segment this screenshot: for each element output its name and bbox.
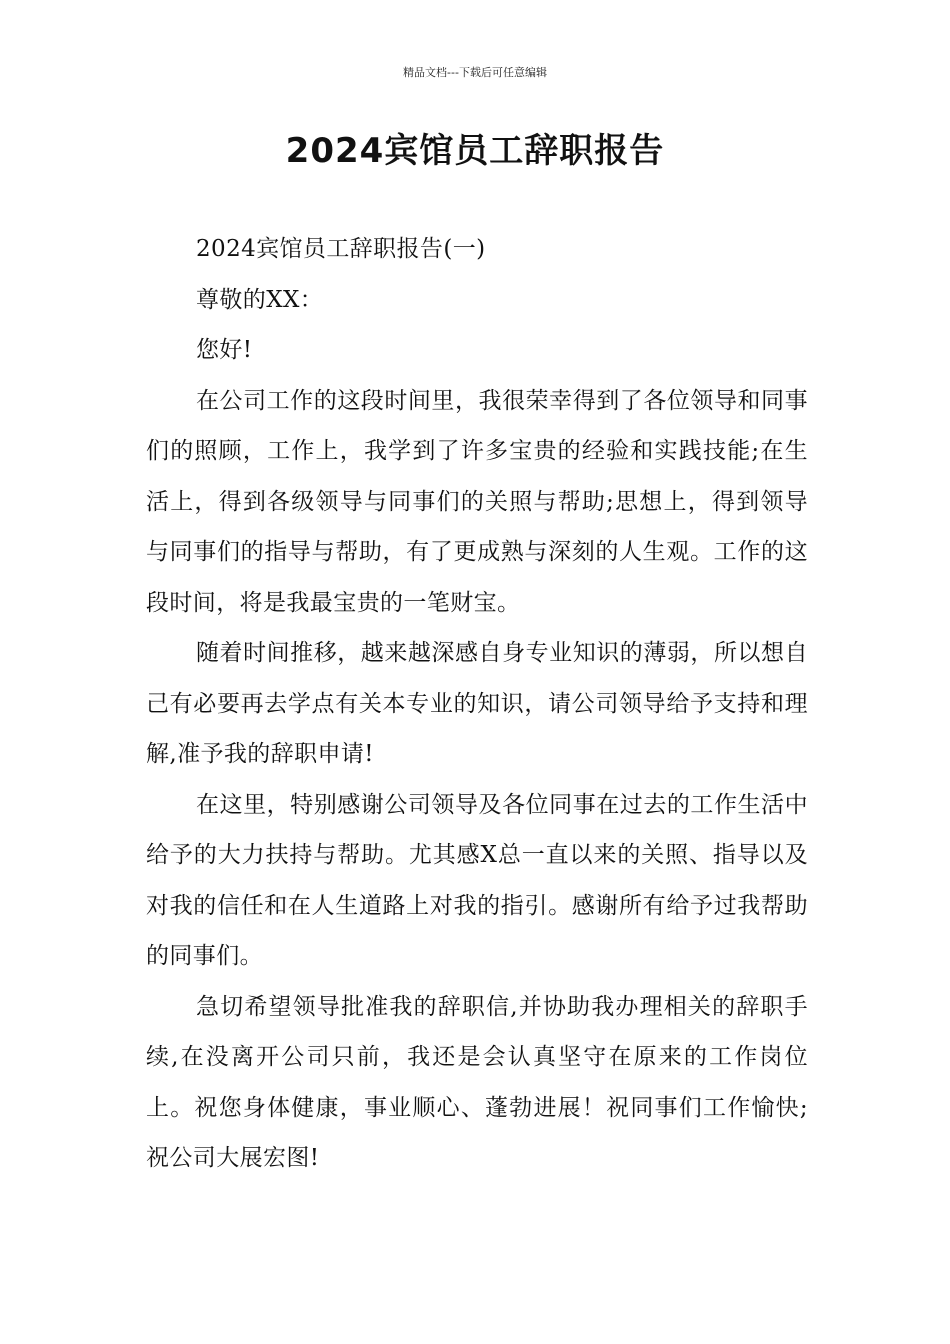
document-title: 2024宾馆员工辞职报告	[285, 131, 665, 171]
header-note: 精品文档---下载后可任意编辑	[403, 66, 547, 79]
report-subtitle: 2024宾馆员工辞职报告(一)	[196, 236, 486, 262]
body-paragraph-closing: 急切希望领导批准我的辞职信,并协助我办理相关的辞职手续,在没离开公司只前，我还是会认真坚守在原来的工作岗位上。祝您身体健康，事业顺心、蓬勃进展！祝同事们工作愉快;祝公司大展宏图!	[146, 993, 808, 1171]
document-body	[146, 224, 808, 1184]
body-paragraph-reason: 随着时间推移，越来越深感自身专业知识的薄弱，所以想自己有必要再去学点有关本专业的知识，请公司领导给予支持和理解,准予我的辞职申请!	[146, 640, 808, 767]
body-paragraph-thanks: 在这里，特别感谢公司领导及各位同事在过去的工作生活中给予的大力扶持与帮助。尤其感X总一直以来的关照、指导以及对我的信任和在人生道路上对我的指引。感谢所有给予过我帮助的同事们。	[146, 791, 808, 969]
salutation: 尊敬的XX：	[196, 286, 324, 313]
body-paragraph-gratitude: 在公司工作的这段时间里，我很荣幸得到了各位领导和同事们的照顾，工作上，我学到了许多宝贵的经验和实践技能;在生活上，得到各级领导与同事们的关照与帮助;思想上，得到领导与同事们的指导与帮助，有了更成熟与深刻的人生观。工作的这段时间，将是我最宝贵的一笔财宝。	[146, 387, 808, 616]
greeting: 您好!	[196, 337, 253, 363]
